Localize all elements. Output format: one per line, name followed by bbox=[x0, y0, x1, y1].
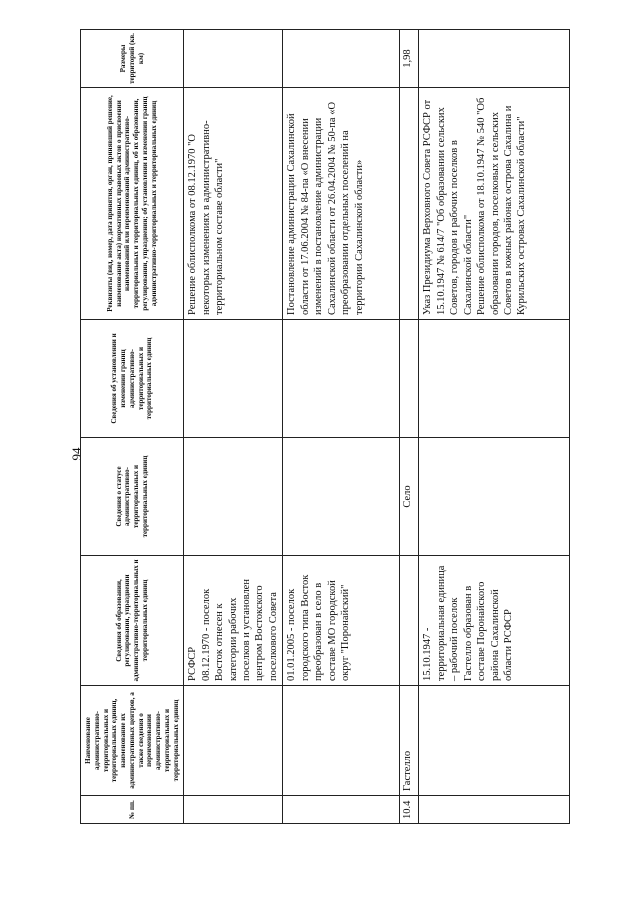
cell-formation bbox=[400, 556, 419, 686]
cell-status: Село bbox=[400, 438, 419, 556]
cell-name bbox=[283, 686, 400, 796]
table-header-row bbox=[81, 30, 184, 824]
header-acts: Реквизиты (вид, номер, дата принятия, орган, принявший решение, наименование акта) нормативных правовых актов о присвоении наименований или переименований административно-территориальных и территориальных единиц, об их образовании, регулировании, упразднении; об установлении и изменении границ административно-территориальных и территориальных единиц bbox=[81, 88, 184, 320]
cell-formation: 01.01.2005 - поселок городского типа Восток преобразован в село в составе МО городской округ "Поронайский" bbox=[283, 556, 400, 686]
cell-status bbox=[184, 438, 283, 556]
cell-number bbox=[283, 796, 400, 824]
cell-status bbox=[283, 438, 400, 556]
cell-formation: 15.10.1947 - территориальная единица – рабочий поселок Гастелло образован в составе Поронайского района Сахалинской области РСФСР bbox=[419, 556, 570, 686]
table-row bbox=[419, 30, 570, 824]
cell-area bbox=[283, 30, 400, 88]
table-row bbox=[283, 30, 400, 824]
rotated-page-content bbox=[80, 30, 540, 824]
acts-text: Указ Президиума Верховного Совета РСФСР от 15.10.1947 № 614/7 "Об образовании сельских Советов, городов и рабочих поселков в Сахалинской области" Решение облисполкома от 18.10.1947 № 540 "Об образовании городов, поселковых и сельских Советов в южных районах острова Сахалина и Курильских островах Сахалинской области" bbox=[422, 97, 528, 315]
header-number: № пп. bbox=[81, 796, 184, 824]
page-number: 94 bbox=[69, 447, 84, 461]
cell-acts bbox=[419, 88, 570, 320]
cell-area: 1,98 bbox=[400, 30, 419, 88]
cell-number bbox=[184, 796, 283, 824]
cell-name bbox=[184, 686, 283, 796]
cell-formation bbox=[184, 556, 283, 686]
cell-number: 10.4 bbox=[400, 796, 419, 824]
cell-status bbox=[419, 438, 570, 556]
cell-area bbox=[184, 30, 283, 88]
cell-borders bbox=[419, 320, 570, 438]
header-status: Сведения о статусе административно-территориальных и территориальных единиц bbox=[81, 438, 184, 556]
cell-name bbox=[419, 686, 570, 796]
cell-acts: Решение облисполкома от 08.12.1970 "О некоторых изменениях в административно-территориальном составе области" bbox=[184, 88, 283, 320]
cell-borders bbox=[283, 320, 400, 438]
cell-number bbox=[419, 796, 570, 824]
formation-text: РСФСР 08.12.1970 - поселок Восток отнесен к категории рабочих поселков и установлен центром Востокского поселкового Совета bbox=[187, 579, 279, 681]
cell-name: Гастелло bbox=[400, 686, 419, 796]
cell-borders bbox=[400, 320, 419, 438]
header-name: Наименование административно-территориальных и территориальных единиц, наименование их административных центров, а также сведения о переименовании административно-территориальных и территориальных единиц bbox=[81, 686, 184, 796]
territorial-units-table bbox=[80, 29, 570, 824]
header-borders: Сведения об установлении и изменении границ административно-территориальных и территориальных единиц bbox=[81, 320, 184, 438]
cell-acts bbox=[400, 88, 419, 320]
table-row bbox=[400, 30, 419, 824]
cell-acts: Постановление администрации Сахалинской области от 17.06.2004 № 84-па «О внесении изменений в постановление администрации Сахалинской области от 26.04.2004 № 50-па «О преобразовании отдельных поселений на территории Сахалинской области» bbox=[283, 88, 400, 320]
cell-borders bbox=[184, 320, 283, 438]
header-formation: Сведения об образовании, регулировании, упразднении административно-территориальных и территориальных единиц bbox=[81, 556, 184, 686]
header-area: Размеры территорий (кв. км) bbox=[81, 30, 184, 88]
cell-area bbox=[419, 30, 570, 88]
table-row bbox=[184, 30, 283, 824]
